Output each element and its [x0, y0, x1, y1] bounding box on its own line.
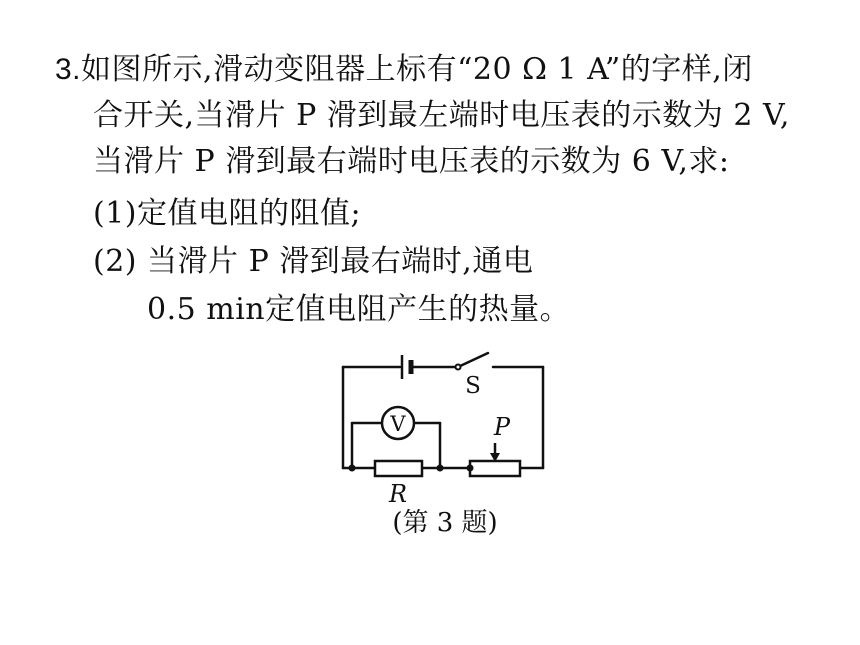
rheostat [470, 461, 520, 476]
question-number: 3. [55, 53, 82, 86]
question-text-1: 如图所示,滑动变阻器上标有“20 Ω 1 A”的字样,闭 [81, 52, 753, 87]
slider-label: P [493, 413, 511, 441]
junction-dot [349, 465, 356, 472]
question-line-2: 合开关,当滑片 P 滑到最左端时电压表的示数为 2 V, [93, 98, 790, 133]
switch-blade [458, 353, 488, 367]
junction-dot [437, 465, 444, 472]
sub-question-2: (2) 当滑片 P 滑到最右端时,通电 [93, 244, 534, 279]
resistor-label: R [388, 480, 408, 505]
sub-question-1: (1)定值电阻的阻值; [93, 196, 362, 231]
question-line-1 [55, 50, 753, 90]
circuit-diagram [330, 345, 560, 505]
question-line-3: 当滑片 P 滑到最右端时电压表的示数为 6 V,求: [93, 144, 730, 179]
switch-label: S [465, 373, 481, 399]
voltmeter-label: V [390, 412, 406, 436]
resistor-r [375, 461, 422, 476]
junction-dot [467, 465, 474, 472]
switch-contact [456, 365, 461, 370]
sub-question-2-continued: 0.5 min定值电阻产生的热量。 [147, 292, 571, 327]
figure-caption: (第 3 题) [392, 508, 498, 538]
